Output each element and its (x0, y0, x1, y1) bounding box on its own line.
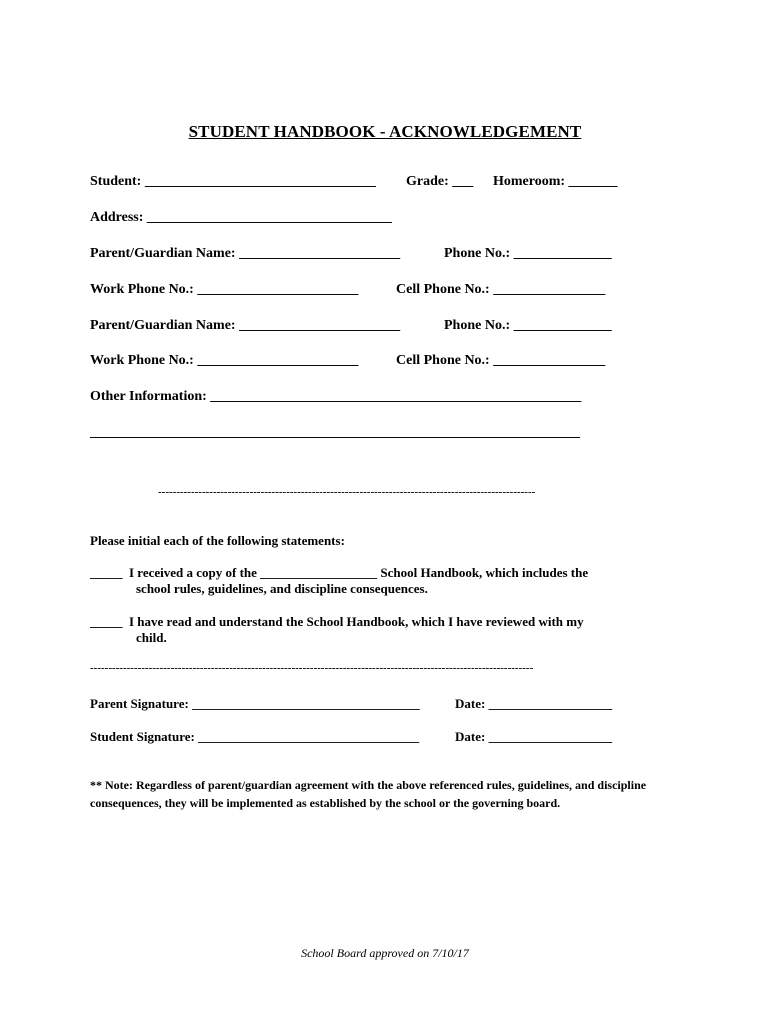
parent1-name-field[interactable]: Parent/Guardian Name: _______________________ (90, 246, 401, 261)
parent-signature-field[interactable]: Parent Signature: ___________________________________ (90, 696, 420, 711)
note-text: ** Note: Regardless of parent/guardian agreement with the above referenced rules, guidelines, and discipline consequences, they will be implemented as established by the school or the governing board. (90, 778, 647, 810)
parent1-work-phone-field[interactable]: Work Phone No.: _______________________ (90, 282, 359, 297)
homeroom-field[interactable]: Homeroom: _______ (493, 174, 618, 189)
statement-1-line-2: school rules, guidelines, and discipline consequences. (136, 581, 428, 596)
parent2-cell-phone-field[interactable]: Cell Phone No.: ________________ (396, 353, 606, 368)
statement-2-line-2: child. (136, 630, 167, 645)
other-information-field[interactable]: Other Information: _____________________________________________________ (90, 389, 582, 404)
student-field[interactable]: Student: _________________________________ (90, 174, 376, 189)
student-date-field[interactable]: Date: ___________________ (455, 729, 613, 744)
parent1-cell-phone-field[interactable]: Cell Phone No.: ________________ (396, 282, 606, 297)
parent2-name-field[interactable]: Parent/Guardian Name: _______________________ (90, 318, 401, 333)
address-field[interactable]: Address: ___________________________________ (90, 210, 392, 225)
instructions-text: Please initial each of the following statements: (90, 533, 345, 548)
other-information-line-2[interactable]: ______________________________________________________________________ (90, 425, 580, 440)
grade-field[interactable]: Grade: ___ (406, 174, 474, 189)
parent2-work-phone-field[interactable]: Work Phone No.: _______________________ (90, 353, 359, 368)
parent1-phone-field[interactable]: Phone No.: ______________ (444, 246, 612, 261)
student-signature-field[interactable]: Student Signature: __________________________________ (90, 729, 420, 744)
statement-2-line-1[interactable]: _____ I have read and understand the School Handbook, which I have reviewed with my (90, 614, 584, 629)
section-divider-short: ------------------------------------------------------------------------------------------------------- (158, 486, 536, 498)
parent-date-field[interactable]: Date: ___________________ (455, 696, 613, 711)
page-title: STUDENT HANDBOOK - ACKNOWLEDGEMENT (188, 122, 582, 141)
section-divider-long: ------------------------------------------------------------------------------------------------------------------------- (90, 662, 534, 674)
parent2-phone-field[interactable]: Phone No.: ______________ (444, 318, 612, 333)
footer-approval-text: School Board approved on 7/10/17 (301, 946, 469, 960)
statement-1-line-1[interactable]: _____ I received a copy of the __________________ School Handbook, which includes the (90, 565, 589, 580)
